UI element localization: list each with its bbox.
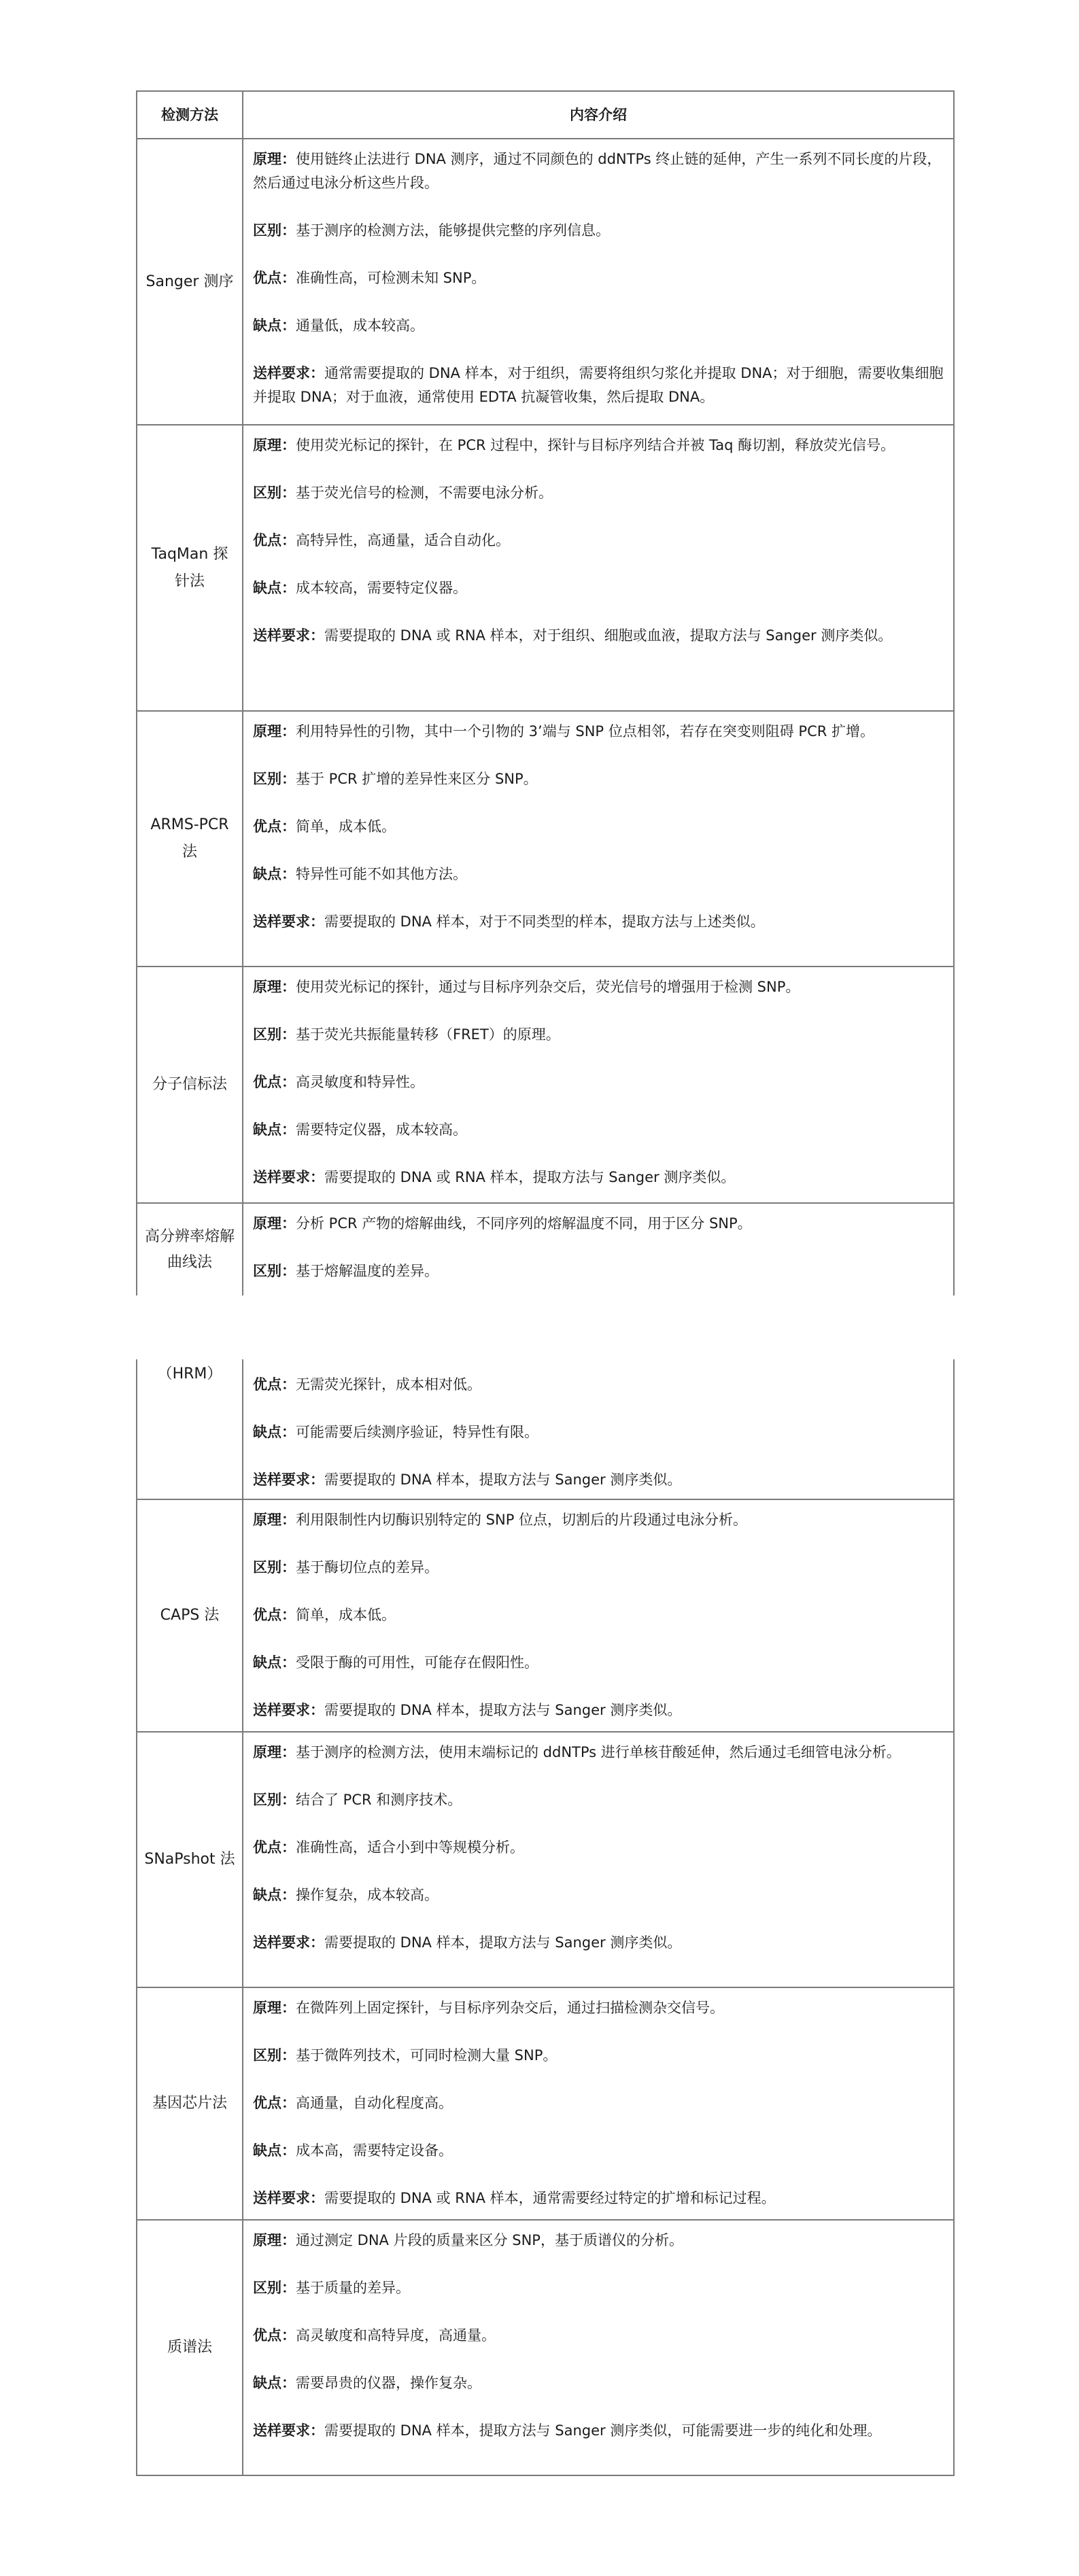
entry-advantage: 优点：简单，成本低。 — [253, 1607, 396, 1623]
entry-advantage: 优点：高特异性，高通量，适合自动化。 — [253, 532, 510, 549]
entry-principle: 原理：基于测序的检测方法，使用末端标记的 ddNTPs 进行单核苷酸延伸，然后通过毛细管电泳分析。 — [253, 1744, 901, 1760]
table-row — [137, 711, 954, 967]
entry-difference: 区别：基于微阵列技术，可同时检测大量 SNP。 — [253, 2047, 558, 2064]
entry-sample: 送样要求：需要提取的 DNA 样本，提取方法与 Sanger 测序类似。 — [253, 1472, 682, 1488]
method-content — [243, 1732, 954, 1987]
entry-sample: 送样要求：需要提取的 DNA 样本，提取方法与 Sanger 测序类似，可能需要进一步的纯化和处理。 — [253, 2422, 882, 2439]
table-row — [137, 1203, 954, 1295]
entry-sample: 送样要求：通常需要提取的 DNA 样本，对于组织，需要将组织匀浆化并提取 DNA；对于细胞，需要收集细胞并提取 DNA；对于血液，通常使用 EDTA 抗凝管收集，然后提取 DNA。 — [253, 365, 944, 405]
methods-table-part1 — [136, 90, 955, 1295]
entry-difference: 区别：基于荧光共振能量转移（FRET）的原理。 — [253, 1026, 560, 1043]
method-name: 分子信标法 — [137, 967, 243, 1203]
entry-advantage: 优点：高通量，自动化程度高。 — [253, 2095, 453, 2111]
table-row — [137, 139, 954, 425]
table-row — [137, 1987, 954, 2220]
entry-principle: 原理：使用荧光标记的探针，通过与目标序列杂交后，荧光信号的增强用于检测 SNP。 — [253, 979, 800, 995]
table-row — [137, 425, 954, 711]
entry-advantage: 优点：高灵敏度和特异性。 — [253, 1074, 424, 1090]
entry-advantage: 优点：高灵敏度和高特异度，高通量。 — [253, 2327, 496, 2344]
entry-sample: 送样要求：需要提取的 DNA 样本，对于不同类型的样本，提取方法与上述类似。 — [253, 913, 765, 930]
entry-disadvantage: 缺点：可能需要后续测序验证，特异性有限。 — [253, 1424, 538, 1440]
entry-difference: 区别：基于酶切位点的差异。 — [253, 1559, 439, 1576]
entry-advantage: 优点：准确性高，可检测未知 SNP。 — [253, 270, 486, 286]
entry-sample: 送样要求：需要提取的 DNA 样本，提取方法与 Sanger 测序类似。 — [253, 1934, 682, 1951]
entry-principle: 原理：分析 PCR 产物的熔解曲线，不同序列的熔解温度不同，用于区分 SNP。 — [253, 1215, 752, 1232]
entry-disadvantage: 缺点：成本高，需要特定设备。 — [253, 2142, 453, 2159]
entry-difference: 区别：结合了 PCR 和测序技术。 — [253, 1792, 462, 1808]
entry-difference: 区别：基于荧光信号的检测，不需要电泳分析。 — [253, 485, 553, 501]
entry-disadvantage: 缺点：受限于酶的可用性，可能存在假阳性。 — [253, 1654, 538, 1671]
entry-disadvantage: 缺点：通量低，成本较高。 — [253, 317, 424, 334]
entry-disadvantage: 缺点：需要昂贵的仪器，操作复杂。 — [253, 2375, 481, 2391]
table-row — [137, 2220, 954, 2475]
method-content — [243, 967, 954, 1203]
method-content — [243, 1499, 954, 1732]
table-row — [137, 1359, 954, 1499]
entry-disadvantage: 缺点：成本较高，需要特定仪器。 — [253, 580, 467, 596]
method-name: TaqMan 探针法 — [137, 425, 243, 711]
method-content — [243, 2220, 954, 2475]
entry-disadvantage: 缺点：特异性可能不如其他方法。 — [253, 866, 467, 882]
method-content — [243, 425, 954, 711]
entry-disadvantage: 缺点：操作复杂，成本较高。 — [253, 1887, 439, 1903]
table-header-row — [137, 91, 954, 139]
entry-advantage: 优点：准确性高，适合小到中等规模分析。 — [253, 1839, 524, 1856]
entry-sample: 送样要求：需要提取的 DNA 或 RNA 样本，提取方法与 Sanger 测序类似。 — [253, 1169, 736, 1185]
entry-difference: 区别：基于测序的检测方法，能够提供完整的序列信息。 — [253, 222, 610, 239]
method-name: 基因芯片法 — [137, 1987, 243, 2220]
table-row — [137, 1499, 954, 1732]
method-name: Sanger 测序 — [137, 139, 243, 425]
method-content — [243, 711, 954, 967]
entry-advantage: 优点：简单，成本低。 — [253, 818, 396, 835]
entry-principle: 原理：通过测定 DNA 片段的质量来区分 SNP，基于质谱仪的分析。 — [253, 2232, 683, 2248]
entry-principle: 原理：利用特异性的引物，其中一个引物的 3’端与 SNP 位点相邻，若存在突变则阻碍 PCR 扩增。 — [253, 723, 875, 739]
entry-sample: 送样要求：需要提取的 DNA 或 RNA 样本，通常需要经过特定的扩增和标记过程。 — [253, 2190, 776, 2206]
method-name: ARMS-PCR 法 — [137, 711, 243, 967]
method-name-continued: （HRM） — [137, 1359, 243, 1499]
method-content — [243, 139, 954, 425]
entry-disadvantage: 缺点：需要特定仪器，成本较高。 — [253, 1121, 467, 1138]
entry-principle: 原理：利用限制性内切酶识别特定的 SNP 位点，切割后的片段通过电泳分析。 — [253, 1512, 748, 1528]
entry-principle: 原理：使用链终止法进行 DNA 测序，通过不同颜色的 ddNTPs 终止链的延伸，产生一系列不同长度的片段，然后通过电泳分析这些片段。 — [253, 151, 942, 191]
method-name: 质谱法 — [137, 2220, 243, 2475]
entry-difference: 区别：基于熔解温度的差异。 — [253, 1263, 439, 1279]
entry-sample: 送样要求：需要提取的 DNA 或 RNA 样本，对于组织、细胞或血液，提取方法与 Sanger 测序类似。 — [253, 627, 893, 644]
entry-principle: 原理：使用荧光标记的探针，在 PCR 过程中，探针与目标序列结合并被 Taq 酶切割，释放荧光信号。 — [253, 437, 895, 453]
entry-advantage: 优点：无需荧光探针，成本相对低。 — [253, 1376, 481, 1393]
entry-principle: 原理：在微阵列上固定探针，与目标序列杂交后，通过扫描检测杂交信号。 — [253, 2000, 724, 2016]
method-name: CAPS 法 — [137, 1499, 243, 1732]
methods-table-part2 — [136, 1359, 955, 2476]
method-content — [243, 1359, 954, 1499]
method-name: SNaPshot 法 — [137, 1732, 243, 1987]
method-content — [243, 1987, 954, 2220]
header-method: 检测方法 — [137, 91, 243, 139]
entry-difference: 区别：基于 PCR 扩增的差异性来区分 SNP。 — [253, 771, 538, 787]
method-content — [243, 1203, 954, 1295]
header-content: 内容介绍 — [243, 91, 954, 139]
entry-sample: 送样要求：需要提取的 DNA 样本，提取方法与 Sanger 测序类似。 — [253, 1702, 682, 1718]
table-row — [137, 967, 954, 1203]
table-row — [137, 1732, 954, 1987]
entry-difference: 区别：基于质量的差异。 — [253, 2280, 410, 2296]
method-name: 高分辨率熔解曲线法 — [137, 1203, 243, 1295]
